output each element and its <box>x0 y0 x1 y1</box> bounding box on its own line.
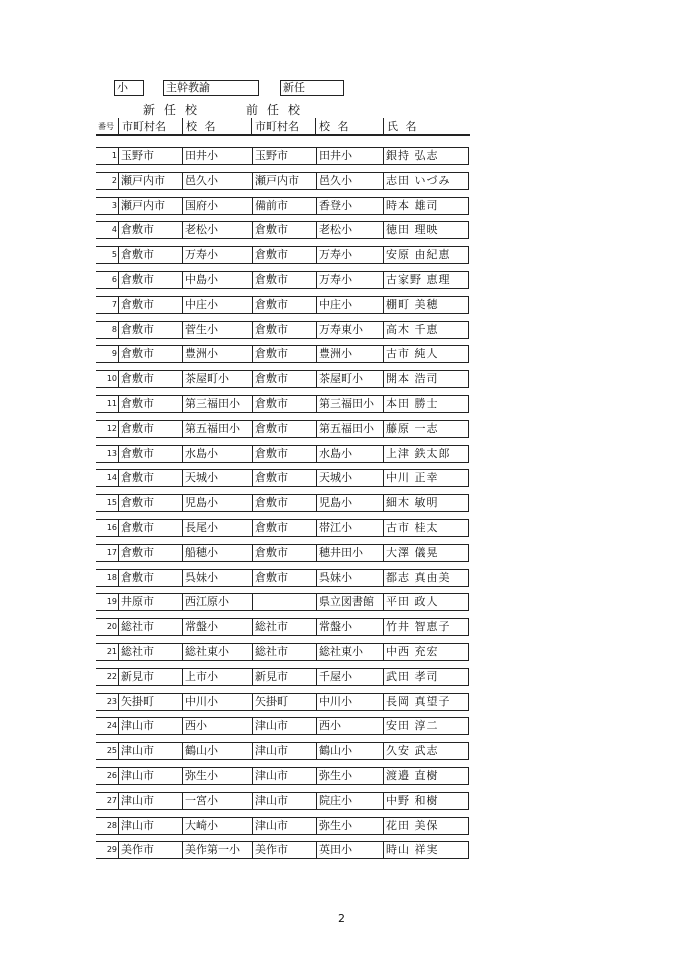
table-row <box>96 221 469 239</box>
row-number: 8 <box>111 324 117 334</box>
table-row <box>96 841 469 859</box>
row-new-school: 鶴山小 <box>182 743 252 759</box>
row-name: 銀持 弘志 <box>383 148 469 164</box>
table-row <box>96 494 469 512</box>
row-new-city: 美作市 <box>118 842 182 858</box>
row-name: 久安 武志 <box>383 743 469 759</box>
row-number: 13 <box>106 448 117 458</box>
row-prev-city <box>252 594 316 610</box>
row-new-school: 中庄小 <box>182 297 252 313</box>
table-row <box>96 519 469 537</box>
row-prev-city: 倉敷市 <box>252 222 316 238</box>
row-number: 12 <box>106 423 117 433</box>
row-number: 25 <box>106 746 117 756</box>
row-new-city: 倉敷市 <box>118 495 182 511</box>
row-new-school: 中川小 <box>182 694 252 710</box>
row-prev-city: 津山市 <box>252 743 316 759</box>
row-number: 16 <box>106 523 117 532</box>
table-row <box>96 668 469 686</box>
header-position-box <box>163 80 259 96</box>
header-school-type-box <box>114 80 144 96</box>
row-prev-city: 倉敷市 <box>252 570 316 586</box>
row-new-city: 玉野市 <box>118 148 182 164</box>
row-prev-school: 天城小 <box>316 470 383 486</box>
row-new-school: 茶屋町小 <box>182 371 252 387</box>
row-number: 9 <box>111 349 117 359</box>
table-row <box>96 767 469 785</box>
row-prev-city: 総社市 <box>252 619 316 635</box>
table-row <box>96 296 469 314</box>
row-prev-school: 弥生小 <box>316 818 383 834</box>
row-prev-city: 倉敷市 <box>252 495 316 511</box>
row-prev-school: 茶屋町小 <box>316 371 383 387</box>
col-new-school: 校 名 <box>183 118 252 135</box>
row-new-school: 美作第一小 <box>182 842 252 858</box>
row-new-city: 井原市 <box>118 594 182 610</box>
table-row <box>96 445 469 463</box>
row-new-school: 中島小 <box>182 272 252 288</box>
row-new-school: 邑久小 <box>182 173 252 189</box>
row-prev-city: 新見市 <box>252 669 316 685</box>
table-row <box>96 742 469 760</box>
row-new-school: 老松小 <box>182 222 252 238</box>
row-number: 4 <box>111 225 117 235</box>
row-prev-school: 万寿小 <box>316 272 383 288</box>
row-prev-city: 倉敷市 <box>252 272 316 288</box>
row-new-city: 倉敷市 <box>118 446 182 462</box>
table-row <box>96 469 469 487</box>
row-prev-school: 中川小 <box>316 694 383 710</box>
row-new-city: 倉敷市 <box>118 371 182 387</box>
row-new-city: 倉敷市 <box>118 297 182 313</box>
row-name: 細木 敏明 <box>383 495 469 511</box>
row-new-school: 菅生小 <box>182 322 252 338</box>
row-new-school: 呉妹小 <box>182 570 252 586</box>
row-name: 高木 千恵 <box>383 322 469 338</box>
row-name: 中野 和樹 <box>383 793 469 809</box>
row-prev-school: 中庄小 <box>316 297 383 313</box>
row-new-school: 万寿小 <box>182 247 252 263</box>
row-new-city: 倉敷市 <box>118 272 182 288</box>
row-prev-school: 香登小 <box>316 198 383 214</box>
row-name: 古市 桂太 <box>383 520 469 536</box>
row-prev-city: 倉敷市 <box>252 346 316 362</box>
row-name: 時本 雄司 <box>383 198 469 214</box>
row-prev-city: 瀬戸内市 <box>252 173 316 189</box>
row-prev-city: 倉敷市 <box>252 322 316 338</box>
row-new-school: 第三福田小 <box>182 396 252 412</box>
row-name: 安原 由紀恵 <box>383 247 469 263</box>
page-number: 2 <box>338 912 345 925</box>
row-new-city: 総社市 <box>118 644 182 660</box>
header-school-type: 小 <box>117 81 128 94</box>
header-category-box <box>280 80 344 96</box>
row-prev-school: 穂井田小 <box>316 545 383 561</box>
row-number: 19 <box>106 597 117 607</box>
row-name: 花田 美保 <box>383 818 469 834</box>
row-new-school: 大崎小 <box>182 818 252 834</box>
row-new-city: 倉敷市 <box>118 346 182 362</box>
row-new-school: 西江原小 <box>182 594 252 610</box>
row-new-school: 水島小 <box>182 446 252 462</box>
table-row <box>96 147 469 165</box>
row-number: 29 <box>106 845 117 855</box>
col-number: 番号 <box>96 118 119 135</box>
row-prev-school: 邑久小 <box>316 173 383 189</box>
row-prev-city: 倉敷市 <box>252 421 316 437</box>
row-prev-school: 水島小 <box>316 446 383 462</box>
row-number: 20 <box>106 622 117 632</box>
row-name: 志田 いづみ <box>383 173 469 189</box>
row-prev-school: 第三福田小 <box>316 396 383 412</box>
row-new-city: 津山市 <box>118 818 182 834</box>
row-name: 開本 浩司 <box>383 371 469 387</box>
row-name: 安田 淳二 <box>383 718 469 734</box>
row-prev-city: 倉敷市 <box>252 520 316 536</box>
row-new-city: 津山市 <box>118 743 182 759</box>
row-new-city: 矢掛町 <box>118 694 182 710</box>
row-prev-city: 倉敷市 <box>252 470 316 486</box>
row-number: 11 <box>106 399 117 408</box>
table-row <box>96 593 469 611</box>
col-prev-city: 市町村名 <box>252 118 316 135</box>
row-new-city: 倉敷市 <box>118 322 182 338</box>
row-name: 藤原 一志 <box>383 421 469 437</box>
row-new-school: 弥生小 <box>182 768 252 784</box>
row-number: 5 <box>111 250 117 260</box>
row-new-city: 新見市 <box>118 669 182 685</box>
row-number: 18 <box>106 572 117 582</box>
header-category: 新任 <box>283 81 305 94</box>
table-row <box>96 544 469 562</box>
row-prev-school: 万寿東小 <box>316 322 383 338</box>
row-prev-school: 田井小 <box>316 148 383 164</box>
row-prev-city: 倉敷市 <box>252 446 316 462</box>
row-new-school: 田井小 <box>182 148 252 164</box>
row-new-school: 総社東小 <box>182 644 252 660</box>
row-number: 22 <box>106 671 117 681</box>
row-new-city: 瀬戸内市 <box>118 173 182 189</box>
row-name: 徳田 理映 <box>383 222 469 238</box>
table-row <box>96 717 469 735</box>
row-new-school: 第五福田小 <box>182 421 252 437</box>
row-name: 上津 鉄太郎 <box>383 446 469 462</box>
row-new-school: 児島小 <box>182 495 252 511</box>
row-prev-school: 鶴山小 <box>316 743 383 759</box>
row-prev-city: 倉敷市 <box>252 247 316 263</box>
row-number: 17 <box>106 547 117 557</box>
row-new-city: 倉敷市 <box>118 545 182 561</box>
row-prev-school: 児島小 <box>316 495 383 511</box>
row-name: 竹井 智恵子 <box>383 619 469 635</box>
row-new-city: 倉敷市 <box>118 247 182 263</box>
row-new-city: 倉敷市 <box>118 570 182 586</box>
table-row <box>96 395 469 413</box>
row-new-city: 倉敷市 <box>118 421 182 437</box>
table-row <box>96 271 469 289</box>
row-new-school: 船穂小 <box>182 545 252 561</box>
table-row <box>96 643 469 661</box>
col-prev-school: 校 名 <box>316 118 384 135</box>
row-prev-city: 美作市 <box>252 842 316 858</box>
row-number: 28 <box>106 820 117 830</box>
row-number: 3 <box>111 200 117 210</box>
table-row <box>96 569 469 587</box>
row-number: 15 <box>106 498 117 508</box>
row-prev-school: 県立図書館 <box>316 594 383 610</box>
row-name: 武田 孝司 <box>383 669 469 685</box>
row-prev-school: 弥生小 <box>316 768 383 784</box>
table-row <box>96 345 469 363</box>
table-row <box>96 370 469 388</box>
row-number: 14 <box>106 473 117 483</box>
row-prev-school: 西小 <box>316 718 383 734</box>
row-new-city: 津山市 <box>118 768 182 784</box>
row-new-school: 一宮小 <box>182 793 252 809</box>
row-new-city: 総社市 <box>118 619 182 635</box>
table-row <box>96 197 469 215</box>
row-prev-city: 備前市 <box>252 198 316 214</box>
row-number: 6 <box>111 275 117 284</box>
table-row <box>96 693 469 711</box>
col-new-city: 市町村名 <box>119 118 183 135</box>
row-prev-school: 常盤小 <box>316 619 383 635</box>
row-name: 長岡 真望子 <box>383 694 469 710</box>
row-number: 2 <box>111 175 117 185</box>
row-name: 大澤 儀晃 <box>383 545 469 561</box>
row-new-city: 倉敷市 <box>118 396 182 412</box>
row-new-city: 津山市 <box>118 718 182 734</box>
row-name: 古家野 恵理 <box>383 272 469 288</box>
row-prev-city: 倉敷市 <box>252 371 316 387</box>
row-name: 時山 祥実 <box>383 842 469 858</box>
row-name: 棚町 美穂 <box>383 297 469 313</box>
row-number: 21 <box>106 647 117 656</box>
row-new-city: 倉敷市 <box>118 222 182 238</box>
row-prev-school: 英田小 <box>316 842 383 858</box>
row-prev-school: 総社東小 <box>316 644 383 660</box>
row-prev-school: 呉妹小 <box>316 570 383 586</box>
row-number: 24 <box>106 721 117 731</box>
row-prev-city: 総社市 <box>252 644 316 660</box>
row-name: 中川 正幸 <box>383 470 469 486</box>
row-new-city: 津山市 <box>118 793 182 809</box>
table-row <box>96 618 469 636</box>
header-position: 主幹教諭 <box>166 81 210 94</box>
row-number: 27 <box>106 795 117 805</box>
row-name: 中西 充宏 <box>383 644 469 660</box>
row-number: 7 <box>111 299 117 309</box>
row-prev-school: 豊洲小 <box>316 346 383 362</box>
table-row <box>96 792 469 810</box>
row-prev-city: 津山市 <box>252 793 316 809</box>
row-prev-city: 倉敷市 <box>252 545 316 561</box>
row-prev-school: 千屋小 <box>316 669 383 685</box>
row-new-school: 上市小 <box>182 669 252 685</box>
row-prev-school: 院庄小 <box>316 793 383 809</box>
row-name: 古市 純人 <box>383 346 469 362</box>
row-name: 渡邉 直樹 <box>383 768 469 784</box>
col-name: 氏 名 <box>384 118 471 135</box>
row-new-city: 倉敷市 <box>118 520 182 536</box>
row-prev-city: 津山市 <box>252 718 316 734</box>
row-number: 26 <box>106 771 117 780</box>
subheading-prev-school: 前任校 <box>246 103 310 117</box>
row-prev-city: 倉敷市 <box>252 297 316 313</box>
row-new-school: 常盤小 <box>182 619 252 635</box>
row-prev-city: 津山市 <box>252 818 316 834</box>
row-name: 平田 政人 <box>383 594 469 610</box>
row-number: 23 <box>106 696 117 706</box>
row-prev-school: 帯江小 <box>316 520 383 536</box>
table-row <box>96 420 469 438</box>
row-number: 1 <box>111 151 117 160</box>
row-new-school: 国府小 <box>182 198 252 214</box>
row-prev-school: 老松小 <box>316 222 383 238</box>
table-row <box>96 246 469 264</box>
row-prev-city: 矢掛町 <box>252 694 316 710</box>
row-name: 都志 真由美 <box>383 570 469 586</box>
table-row <box>96 172 469 190</box>
row-prev-city: 津山市 <box>252 768 316 784</box>
row-new-school: 西小 <box>182 718 252 734</box>
row-prev-city: 玉野市 <box>252 148 316 164</box>
row-new-city: 瀬戸内市 <box>118 198 182 214</box>
subheading-new-school: 新任校 <box>143 103 207 117</box>
row-new-city: 倉敷市 <box>118 470 182 486</box>
row-new-school: 豊洲小 <box>182 346 252 362</box>
row-prev-school: 第五福田小 <box>316 421 383 437</box>
row-number: 10 <box>106 374 117 384</box>
row-new-school: 天城小 <box>182 470 252 486</box>
table-row <box>96 817 469 835</box>
table-row <box>96 321 469 339</box>
row-new-school: 長尾小 <box>182 520 252 536</box>
row-prev-school: 万寿小 <box>316 247 383 263</box>
row-prev-city: 倉敷市 <box>252 396 316 412</box>
column-header <box>96 118 470 136</box>
row-name: 本田 勝士 <box>383 396 469 412</box>
